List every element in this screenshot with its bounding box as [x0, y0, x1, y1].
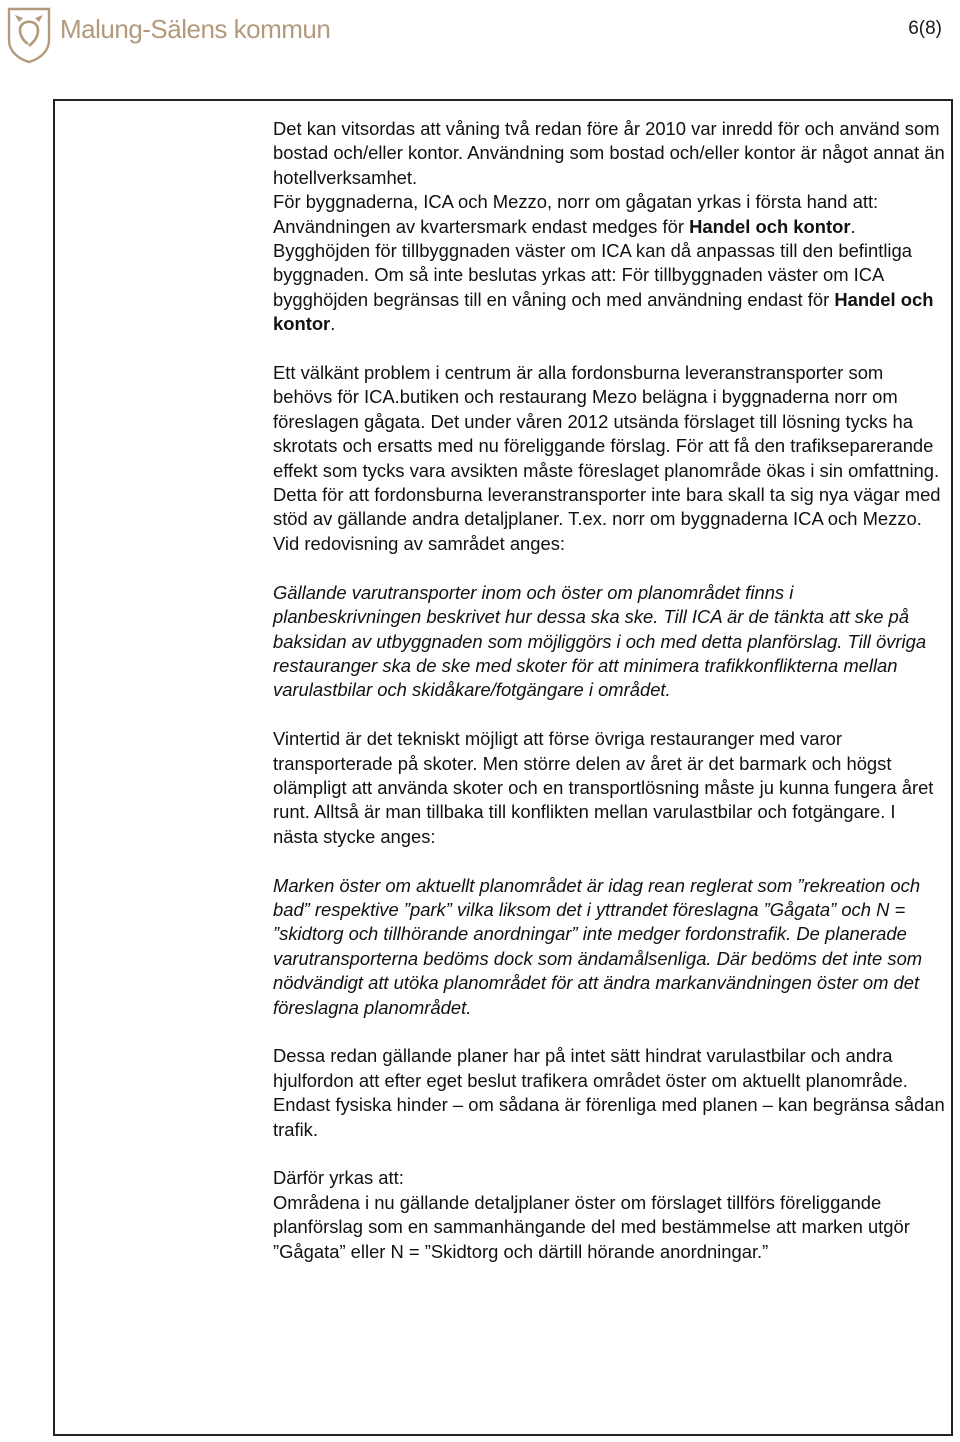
bold-term: Handel och kontor — [689, 215, 851, 237]
quoted-paragraph-2: Marken öster om aktuellt planområdet är idag rean reglerat som ”rekreation och bad” respektive ”park” vilka liksom det i yttrandet föreslagna ”Gågata” och N = ”skidtorg och tillhörande anordningar” inte medger fordonstrafik. De planerade varutransporterna bedöms dock som ändamålsenliga. Där bedöms det inte som nödvändigt att utöka planområdet för att ändra markanvändningen öster om det föreslagna planområdet. — [273, 874, 923, 1018]
document-body — [273, 117, 945, 1264]
paragraph-2: Ett välkänt problem i centrum är alla fordonsburna leveranstransporter som behövs för ICA.butiken och restaurang Mezo belägna i byggnaderna norr om föreslagen gågata. Det under våren 2012 utsända förslaget till lösning tycks ha skrotats och ersatts med nu föreliggande förslag. För att få den trafikseparerande effekt som tycks vara avsikten måste föreslaget planområde ökas i sin omfattning. Detta för att fordonsburna leveranstransporter inte bara skall ta sig nya vägar med stöd av gällande andra detaljplaner. T.ex. norr om byggnaderna ICA och Mezzo. Vid redovisning av samrådet anges: — [273, 362, 941, 554]
municipality-crest-icon — [6, 6, 52, 64]
paragraph-1b: För byggnaderna, ICA och Mezzo, norr om gågatan yrkas i första hand att: — [273, 191, 879, 213]
paragraph-7a: Därför yrkas att: — [273, 1167, 404, 1189]
paragraph-4: Vintertid är det tekniskt möjligt att förse övriga restauranger med varor transporterade på skoter. Men större delen av året är det barmark och högst olämpligt att använda skoter och en transportlösning måste ju kunna fungera året runt. Alltså är man tillbaka till konflikten mellan varulastbilar och fotgängare. I nästa stycke anges: — [273, 728, 934, 847]
page-header — [0, 0, 960, 70]
quoted-paragraph-1: Gällande varutransporter inom och öster om planområdet finns i planbeskrivningen beskrivet hur dessa ska ske. Till ICA är de tänkta att ske på baksidan av utbyggnaden som möjliggörs i och med detta planförslag. Till övriga restauranger ska de ske med skoter för att minimera trafikkonflikterna mellan varulastbilar och skidåkare/fotgängare i området. — [273, 581, 927, 701]
municipality-name: Malung-Sälens kommun — [60, 14, 331, 44]
paragraph-6: Dessa redan gällande planer har på intet sätt hindrat varulastbilar och andra hjulfordon att efter eget beslut trafikera området öster om aktuellt planområde. Endast fysiska hinder – om sådana är förenliga med planen – kan begränsa sådan trafik. — [273, 1045, 945, 1140]
paragraph-1a: Det kan vitsordas att våning två redan före år 2010 var inredd för och använd som bostad och/eller kontor. Användning som bostad och/eller kontor är något annat än hotellverksamhet. — [273, 118, 945, 188]
bold-term: Handel och kontor — [273, 288, 934, 335]
paragraph-1c: Användningen av kvartersmark endast medges för Handel och kontor. — [273, 215, 856, 237]
paragraph-1d: Bygghöjden för tillbyggnaden väster om ICA kan då anpassas till den befintliga byggnaden. Om så inte beslutas yrkas att: För tillbyggnaden väster om ICA bygghöjden begränsas till en våning och med användning endast för Handel och kontor. — [273, 240, 934, 335]
page-number: 6(8) — [908, 18, 942, 39]
paragraph-7b: Områdena i nu gällande detaljplaner öster om förslaget tillförs föreliggande planförslag som en sammanhängande del med bestämmelse att marken utgör ”Gågata” eller N = ”Skidtorg och därtill hörande anordningar.” — [273, 1191, 910, 1262]
